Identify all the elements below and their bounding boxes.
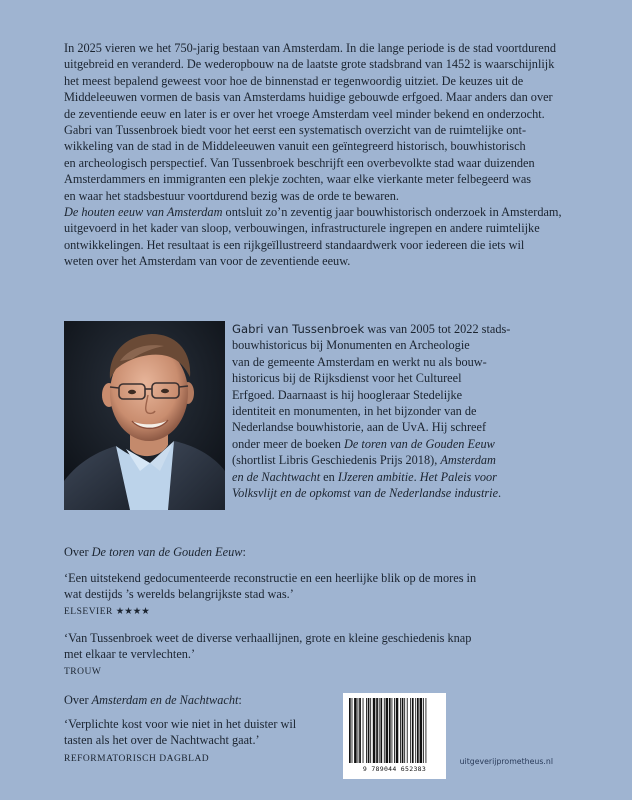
bio-line: Nederlandse bouwhistorie, aan de UvA. Hij schreef [232,420,487,435]
book-title: De toren van de Gouden Eeuw [344,436,495,451]
quote-line: tasten als het over de Nachtwacht gaat.’ [64,733,260,748]
barcode-bar [394,698,395,763]
bio-text: . [498,485,502,500]
book-title: De houten eeuw van Amsterdam [64,204,223,219]
barcode-bar [376,698,378,763]
para2-line: weten over het Amsterdam van voor de zeventiende eeuw. [64,254,351,269]
barcode-bar [400,698,401,763]
author-name: Gabri van Tussenbroek [232,322,365,336]
bio-line [232,436,510,452]
barcode [343,693,446,779]
intro-line: In 2025 vieren we het 750-jarig bestaan van Amsterdam. In die lange periode is de stad voortdurend [64,41,557,55]
barcode-bar [389,698,391,763]
bio-line: van de gemeente Amsterdam en werkt nu als bouw- [232,354,487,369]
para2-text: ontsluit zo’n zeventig jaar bouwhistorisch onderzoek in Amsterdam, [222,204,562,219]
book-title: Volksvlijt en de opkomst van de Nederlandse industrie [232,485,499,500]
review-source-1 [64,604,150,620]
barcode-bar [404,698,405,763]
review-over-label: Over [64,693,92,707]
book-title: Amsterdam [440,453,496,468]
barcode-bar [359,698,361,763]
intro-line: en archeologisch perspectief. Van Tussenbroek beschrijft een overbevolkte stad waar duizenden [64,155,535,170]
bio-line: bouwhistoricus bij Monumenten en Archeologie [232,338,470,353]
bio-text: en [320,469,338,484]
book-title: Het Paleis voor [419,469,497,484]
bio-line [232,452,510,468]
quote-line: ‘Verplichte kost voor wie niet in het duister wil [64,717,297,731]
barcode-bar [380,698,382,763]
bio-line [232,321,510,337]
publisher-url: uitgeverijprometheus.nl [459,757,553,766]
intro-line: wikkeling van de stad in de Middeleeuwen vanuit een geïntegreerd historisch, bouwhistorisch [64,139,526,154]
bio-line: historicus bij de Rijksdienst voor het Cultureel [232,371,462,386]
intro-line: Middeleeuwen vormen de basis van Amsterdams huidige gebouwde erfgoed. Maar anders dan over [64,90,553,105]
quote-line: wat destijds ’s werelds belangrijkste stad was.’ [64,587,294,602]
barcode-bar [370,698,371,763]
isbn-number: 9 789044 652383 [362,765,427,773]
barcode-bar [384,698,385,763]
source-name: REFORMATORISCH DAGBLAD [64,754,210,764]
para2-line: ontwikkelingen. Het resultaat is een rijkgeïllustreerd standaardwerk voor iedereen die iets wil [64,237,525,252]
review-heading-1 [64,544,246,560]
intro-paragraph [64,40,562,269]
barcode-bar [410,698,411,763]
intro-line: de zeventiende eeuw en later is er over het vroege Amsterdam veel minder bekend en onderzocht. [64,106,545,121]
bio-line: Erfgoed. Daarnaast is hij hoogleraar Stedelijke [232,387,463,402]
quote-line: met elkaar te vervlechten.’ [64,647,196,662]
barcode-bar [349,698,351,763]
author-bio [232,321,510,501]
barcode-bar [379,698,380,763]
barcode-bar [368,698,370,763]
intro-line: Gabri van Tussenbroek biedt voor het eerst een systematisch overzicht van de ruimtelijke ont- [64,122,527,137]
barcode-bar [415,698,416,763]
barcode-bar [373,698,376,763]
barcode-bar [423,698,424,763]
bio-line [232,485,510,501]
quote-line: ‘Een uitstekend gedocumenteerde reconstructie en een heerlijke blik op de mores in [64,571,477,585]
review-over-label: Over [64,545,92,559]
bio-text: . [413,469,420,484]
barcode-bar [358,698,359,763]
barcode-bar [426,698,427,763]
barcode-bar [386,698,389,763]
author-photo [64,321,225,510]
barcode-image [349,698,440,763]
review-quote-3 [64,716,296,749]
barcode-bar [392,698,393,763]
intro-line: uitgebreid en veranderd. De wederopbouw na de laatste grote stadsbrand van 1452 is waarschijnlijk [64,57,555,72]
barcode-bar [352,698,353,763]
book-title: Amsterdam en de Nachtwacht [91,693,239,707]
barcode-bar [396,698,399,763]
barcode-bar [402,698,404,763]
barcode-bar [407,698,408,763]
barcode-bar [366,698,367,763]
bio-text: was van 2005 tot 2022 stads- [364,322,511,336]
barcode-bar [417,698,419,763]
bio-line [232,469,510,485]
barcode-bar [354,698,357,763]
source-name: ELSEVIER [64,607,113,617]
barcode-bar [420,698,423,763]
intro-line: en waar het stadsbestuur voortdurend bezig was de orde te bewaren. [64,188,399,203]
review-quote-1 [64,570,476,603]
review-quote-2 [64,630,471,663]
intro-line: het meest bepalend geweest voor hoe de binnenstad er tegenwoordig uitziet. De keuzes uit de [64,73,524,88]
author-portrait-image [64,321,225,510]
book-title: IJzeren ambitie [337,469,414,484]
source-name: TROUW [64,667,102,677]
quote-line: ‘Van Tussenbroek weet de diverse verhaallijnen, grote en kleine geschiedenis knap [64,631,472,645]
bio-line: identiteit en monumenten, in het bijzonder van de [232,403,477,418]
bio-text: (shortlist Libris Geschiedenis Prijs 2018), [232,453,441,468]
para2-line: uitgevoerd in het kader van sloop, verbouwingen, infrastructurele ingrepen en andere ruimtelijke [64,221,540,236]
review-colon: : [242,545,246,559]
book-title: De toren van de Gouden Eeuw [91,545,243,559]
bio-text: onder meer de boeken [232,436,344,451]
review-colon: : [238,693,242,707]
barcode-bar [412,698,414,763]
barcode-bar [363,698,364,763]
rating-stars: ★★★★ [115,607,150,617]
review-heading-2 [64,692,242,708]
intro-line: Amsterdammers en immigranten een plekje zochten, waar elke vierkante meter felbegeerd was [64,172,532,187]
book-title: en de Nachtwacht [232,469,321,484]
para2-line-first [64,204,562,220]
review-source-2 [64,664,101,680]
